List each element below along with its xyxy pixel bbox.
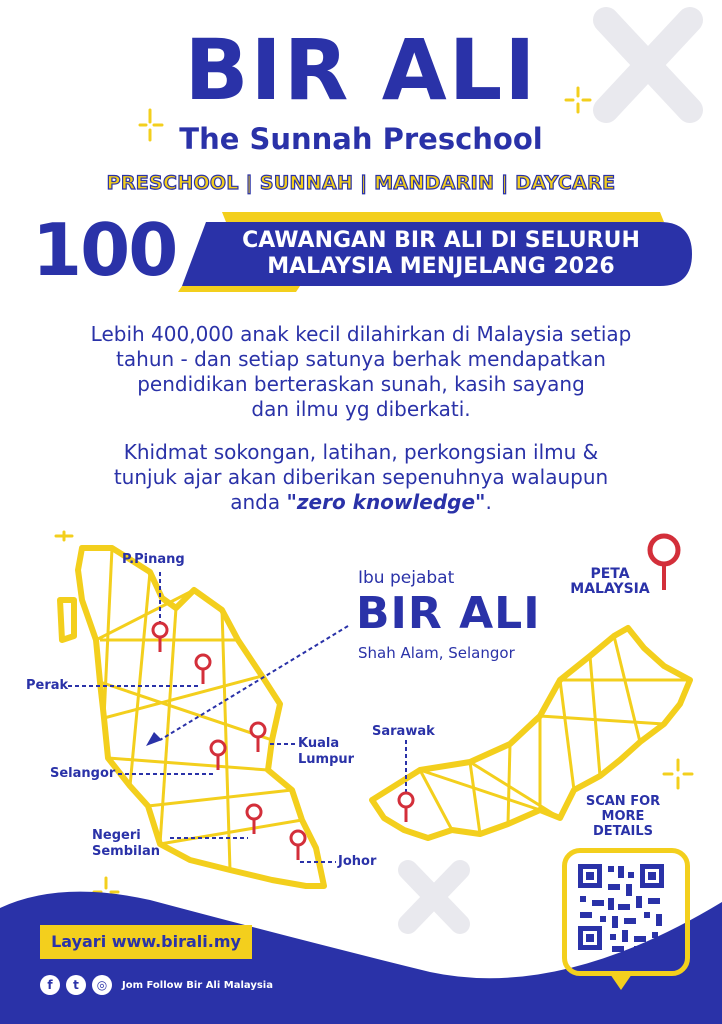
label-penang: P.Pinang xyxy=(122,552,185,567)
social-follow-text: Jom Follow Bir Ali Malaysia xyxy=(122,979,273,991)
para1-line: dan ilmu yg diberkati. xyxy=(251,397,471,421)
label-negeri-sembilan xyxy=(92,828,160,860)
label-ns-line-1: Negeri xyxy=(92,828,141,843)
label-kl-line-2: Lumpur xyxy=(298,752,355,767)
qr-caption-line-2: MORE xyxy=(601,809,645,824)
twitter-icon[interactable]: t xyxy=(66,975,86,995)
decorative-x-bottom xyxy=(408,870,460,924)
facebook-icon[interactable]: f xyxy=(40,975,60,995)
social-row xyxy=(40,974,273,996)
qr-caption-line-1: SCAN FOR xyxy=(585,794,661,809)
label-kl-line-1: Kuala xyxy=(298,736,340,751)
para1-line: pendidikan berteraskan sunah, kasih sayang xyxy=(137,372,585,396)
website-link[interactable]: Layari www.birali.my xyxy=(40,925,252,959)
qr-code[interactable] xyxy=(562,848,690,976)
label-johor: Johor xyxy=(338,854,377,869)
para2-line xyxy=(40,490,682,515)
label-kuala-lumpur xyxy=(298,736,354,768)
brand-tagline: The Sunnah Preschool xyxy=(179,122,543,156)
program-list: PRESCHOOL | SUNNAH | MANDARIN | DAYCARE xyxy=(106,172,616,194)
para2-line: tunjuk ajar akan diberikan sepenuhnya walaupun xyxy=(113,465,609,489)
brand-logo: BIR ALI xyxy=(184,21,538,119)
instagram-icon[interactable]: ◎ xyxy=(92,975,112,995)
label-sarawak: Sarawak xyxy=(372,724,435,739)
hq-arrow-icon xyxy=(146,732,162,746)
para1-line: tahun - dan setiap satunya berhak mendapatkan xyxy=(116,347,606,371)
para2-prefix: anda xyxy=(230,490,287,514)
support-paragraph xyxy=(40,440,682,515)
para2-suffix: . xyxy=(485,490,492,514)
qr-caption-line-3: DETAILS xyxy=(592,824,654,839)
branch-count: 100 xyxy=(32,208,177,292)
zero-knowledge-emphasis: "zero knowledge" xyxy=(286,490,486,514)
label-perak: Perak xyxy=(26,678,69,693)
map-title xyxy=(560,567,660,597)
hq-label: Ibu pejabat xyxy=(358,568,455,588)
map-title-line-2: MALAYSIA xyxy=(570,581,650,597)
para2-line: Khidmat sokongan, latihan, perkongsian ilmu & xyxy=(123,440,599,464)
qr-caption xyxy=(568,794,678,839)
hq-location: Shah Alam, Selangor xyxy=(358,644,515,662)
label-selangor: Selangor xyxy=(50,766,116,781)
headline-banner-text xyxy=(206,228,676,280)
banner-line-1: CAWANGAN BIR ALI DI SELURUH xyxy=(242,228,640,253)
banner-line-2: MALAYSIA MENJELANG 2026 xyxy=(267,254,615,279)
hq-logo: BIR ALI xyxy=(356,588,541,639)
para1-line: Lebih 400,000 anak kecil dilahirkan di Malaysia setiap xyxy=(90,322,632,346)
map-title-line-1: PETA xyxy=(590,566,630,582)
intro-paragraph xyxy=(40,322,682,422)
label-ns-line-2: Sembilan xyxy=(92,844,160,859)
